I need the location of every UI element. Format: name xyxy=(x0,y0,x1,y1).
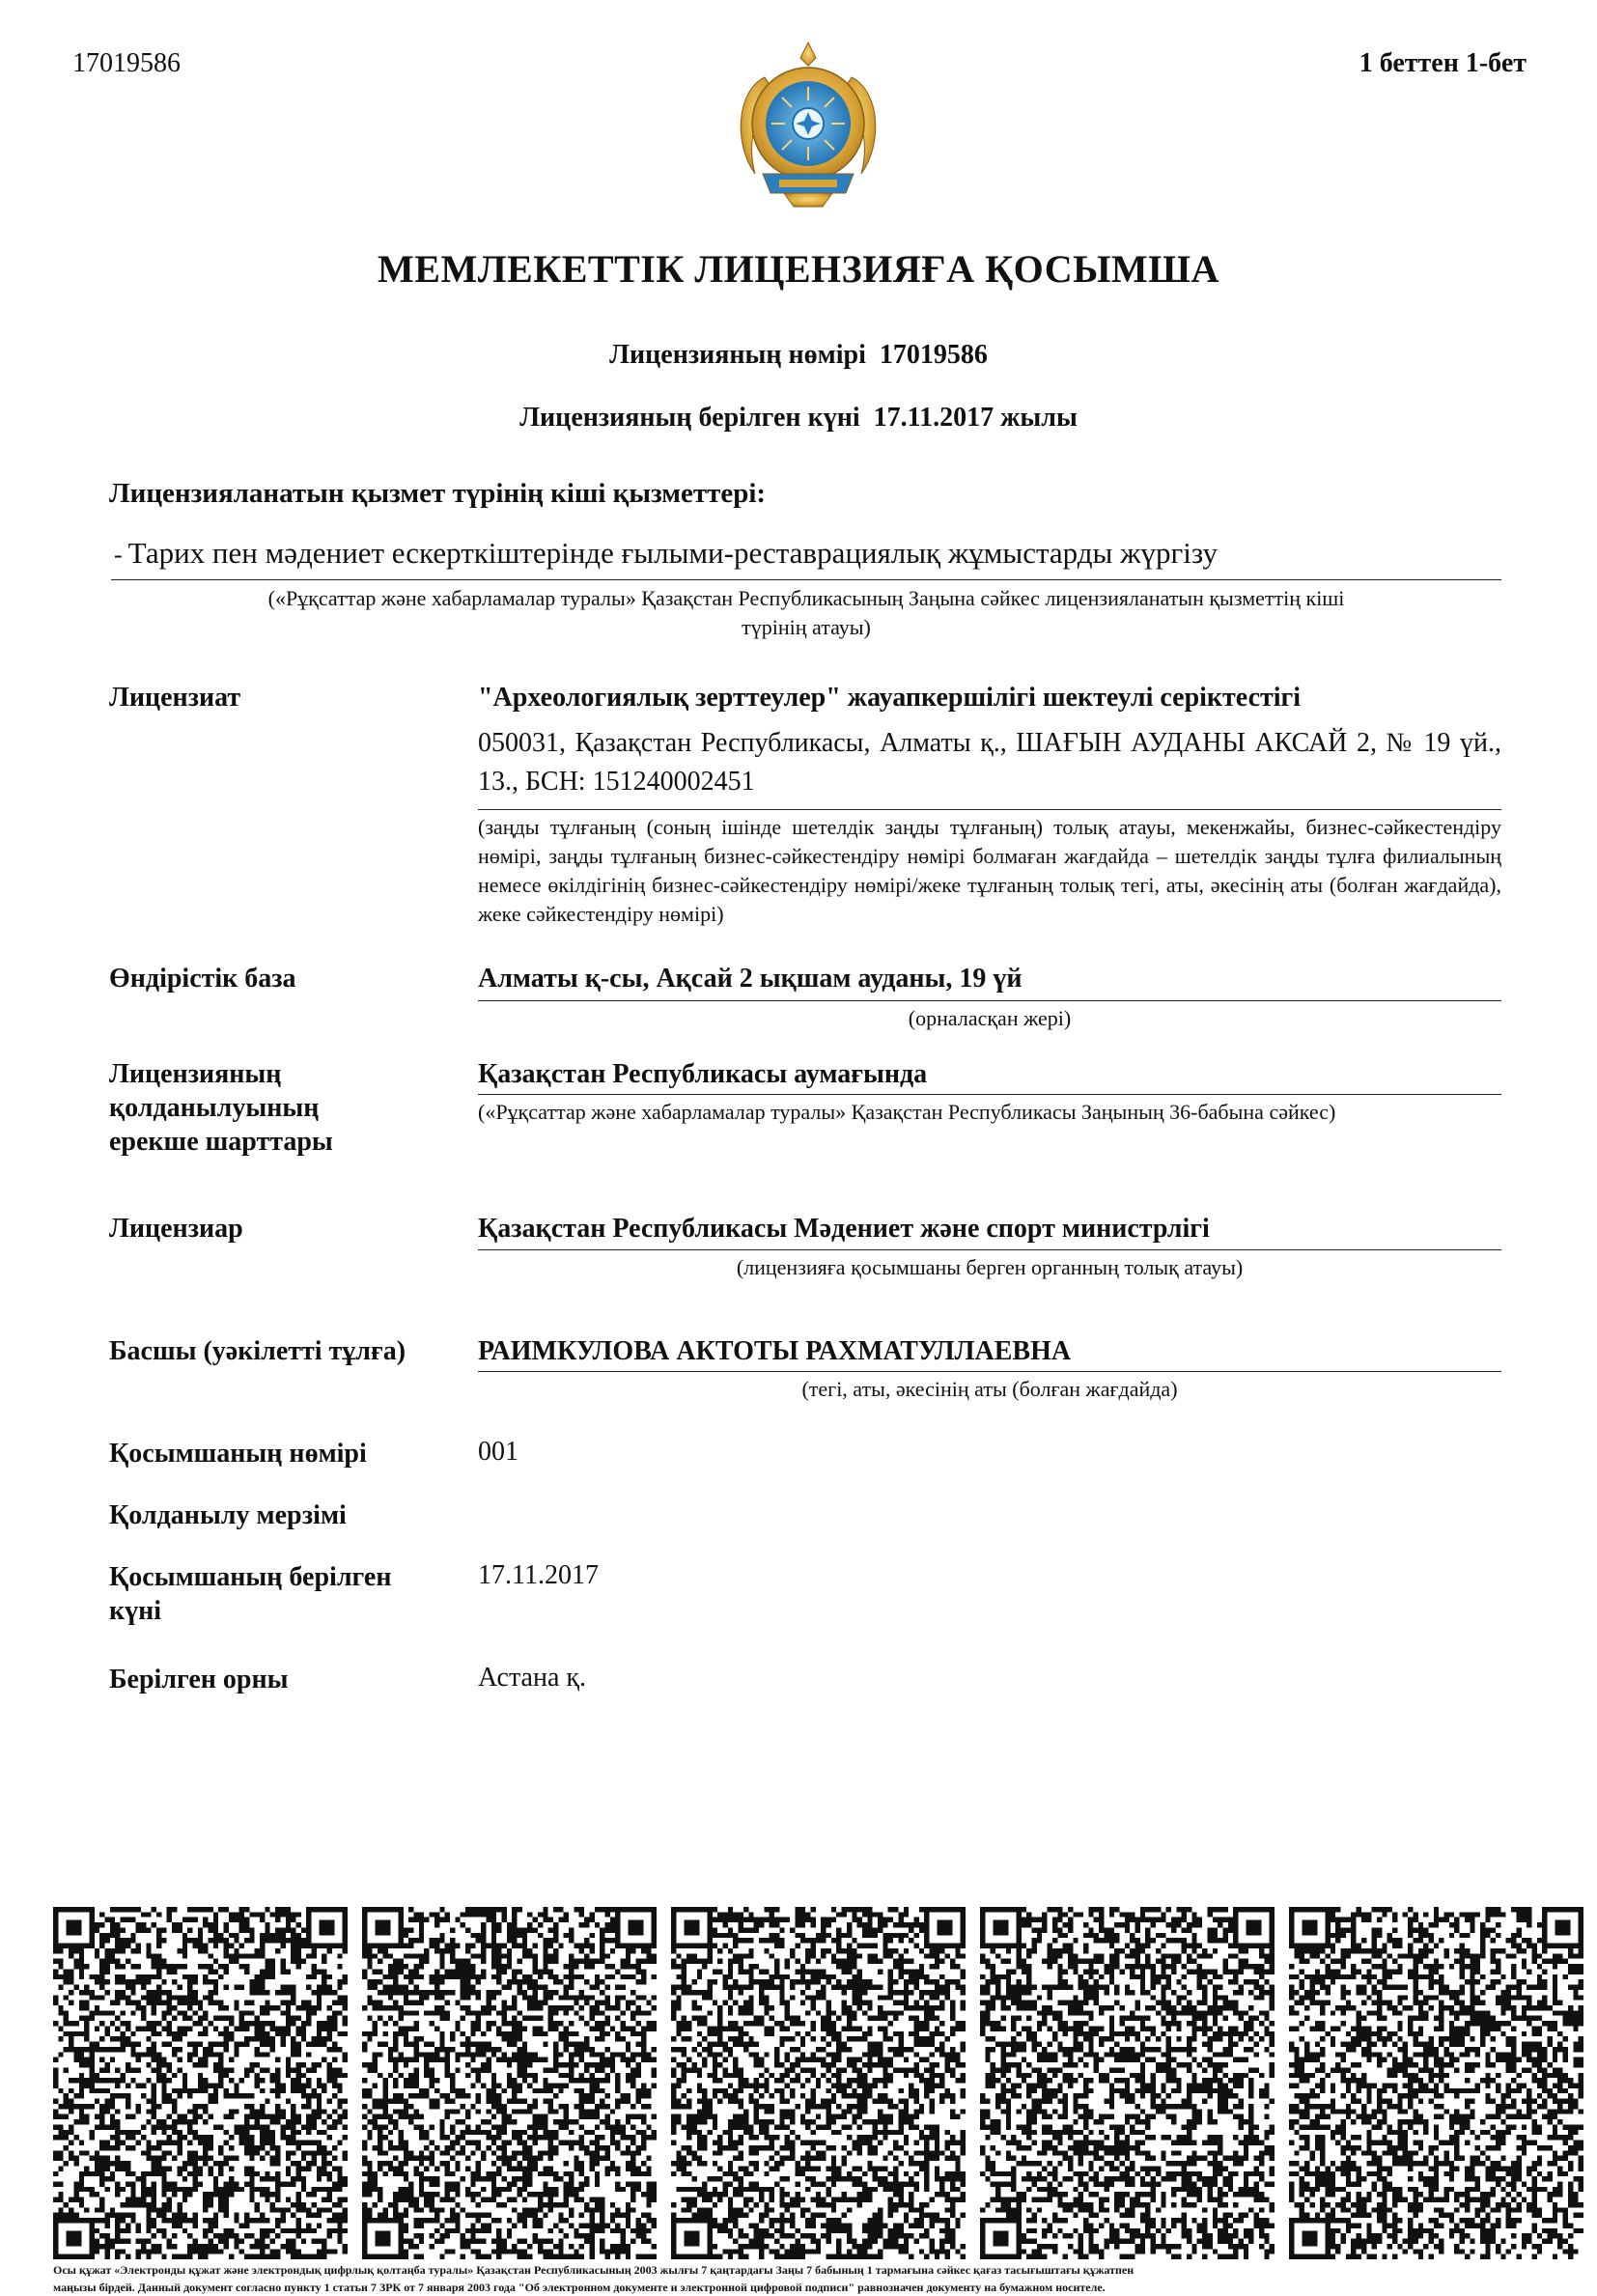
appendix-date-label xyxy=(109,1560,391,1628)
license-date-label: Лицензияның берілген күні xyxy=(519,403,860,433)
license-number-value: 17019586 xyxy=(879,340,988,370)
subactivities-note-line2: түрінің атауы) xyxy=(742,615,871,639)
subactivities-note xyxy=(111,584,1501,642)
legal-footer xyxy=(53,2261,1559,2296)
subactivities-heading: Лицензияланатын қызмет түрінің кіші қызметтері: xyxy=(109,478,767,509)
special-conditions-label xyxy=(109,1057,333,1159)
head-value: РАИМКУЛОВА АКТОТЫ РАХМАТУЛЛАЕВНА xyxy=(478,1336,1072,1366)
appendix-number-label: Қосымшаның нөмірі xyxy=(109,1439,367,1469)
licensee-name: "Археологиялық зерттеулер" жауапкершілігі шектеулі серіктестігі xyxy=(478,683,1302,713)
appendix-date-label-line2: күні xyxy=(109,1596,162,1626)
place-label: Берілген орны xyxy=(109,1665,289,1694)
qr-code-5 xyxy=(1289,1907,1583,2259)
state-emblem-icon xyxy=(726,39,890,210)
licensor-note: (лицензияға қосымшаны берген органның толық атауы) xyxy=(736,1255,1244,1279)
special-conditions-label-line3: ерекше шарттары xyxy=(109,1127,333,1157)
qr-code-3 xyxy=(671,1907,966,2259)
validity-label: Қолданылу мерзімі xyxy=(109,1500,347,1530)
divider xyxy=(478,1094,1501,1095)
head-note: (тегі, аты, әкесінің аты (болған жағдайда) xyxy=(801,1377,1178,1401)
qr-code-4 xyxy=(980,1907,1275,2259)
qr-code-row xyxy=(53,1907,1559,2259)
head-label: Басшы (уәкілетті тұлға) xyxy=(109,1336,406,1366)
special-conditions-value: Қазақстан Республикасы аумағында xyxy=(478,1059,928,1089)
divider xyxy=(478,1371,1501,1372)
licensee-address: 050031, Қазақстан Республикасы, Алматы қ., ШАҒЫН АУДАНЫ АКСАЙ 2, № 19 үй., 13., БСН: 151240002451 xyxy=(478,728,1501,797)
production-base-value: Алматы қ-сы, Ақсай 2 ықшам ауданы, 19 үй xyxy=(478,964,1023,994)
special-conditions-label-line1: Лицензияның xyxy=(109,1059,282,1089)
footer-line2: маңызы бірдей. Данный документ согласно пункту 1 статьи 7 ЗРК от 7 января 2003 года "Об электронном документе и электронной цифровой подписи" равнозначен документу на бумажном носителе. xyxy=(53,2281,1106,2294)
production-base-note: (орналасқан жері) xyxy=(908,1006,1072,1030)
licensee-label: Лицензиат xyxy=(109,683,241,713)
divider xyxy=(478,1000,1501,1001)
license-date-value: 17.11.2017 жылы xyxy=(873,403,1078,433)
licensor-value: Қазақстан Республикасы Мәдениет және спорт министрлігі xyxy=(478,1214,1210,1244)
subactivity-item: - Тарих пен мәдениет ескерткіштерінде ғылыми-реставрациялық жұмыстарды жүргізу xyxy=(114,536,1218,570)
footer-line1: Осы құжат «Электронды құжат және электрондық цифрлық қолтаңба туралы» Қазақстан Республикасының 2003 жылғы 7 қаңтардағы Заңы 7 бабының 1 тармағына сәйкес қағаз тасығыштағы құжатпен xyxy=(53,2263,1135,2277)
licensor-label: Лицензиар xyxy=(109,1214,243,1244)
license-number-line xyxy=(0,340,1597,371)
special-conditions-note: («Рұқсаттар және хабарламалар туралы» Қазақстан Республикасы Заңының 36-бабына сәйкес) xyxy=(478,1100,1336,1124)
place-value: Астана қ. xyxy=(478,1663,586,1693)
divider xyxy=(111,579,1501,580)
page-indicator: 1 беттен 1-бет xyxy=(1359,48,1527,78)
divider xyxy=(478,809,1501,810)
special-conditions-label-line2: қолданылуының xyxy=(109,1093,320,1123)
page-title: МЕМЛЕКЕТТІК ЛИЦЕНЗИЯҒА ҚОСЫМША xyxy=(378,247,1219,291)
appendix-date-value: 17.11.2017 xyxy=(478,1560,599,1590)
qr-code-1 xyxy=(53,1907,348,2259)
license-number-label: Лицензияның нөмірі xyxy=(609,340,866,370)
qr-code-2 xyxy=(362,1907,657,2259)
document-number: 17019586 xyxy=(72,48,181,78)
appendix-number-value: 001 xyxy=(478,1437,518,1467)
subactivities-note-line1: («Рұқсаттар және хабарламалар туралы» Қазақстан Республикасының Заңына сәйкес лицензияланатын қызметтің кіші xyxy=(267,586,1345,610)
divider xyxy=(478,1249,1501,1250)
license-date-line xyxy=(0,403,1597,434)
subactivity-text: Тарих пен мәдениет ескерткіштерінде ғылыми-реставрациялық жұмыстарды жүргізу xyxy=(127,536,1218,570)
appendix-date-label-line1: Қосымшаның берілген xyxy=(109,1562,392,1592)
licensee-note: (заңды тұлғаның (соның ішінде шетелдік заңды тұлғаның) толық атауы, мекенжайы, бизнес-сәйкестендіру нөмірі, заңды тұлғаның бизнес-сәйкестендіру нөмірі болмаған жағдайда – шетелдік заңды тұлға филиалының немесе өкілдігінің бизнес-сәйкестендіру нөмірі/жеке тұлғаның толық тегі, аты, әкесінің аты (болған жағдайда), жеке сәйкестендіру нөмірі) xyxy=(478,815,1501,926)
production-base-label: Өндірістік база xyxy=(109,964,296,994)
